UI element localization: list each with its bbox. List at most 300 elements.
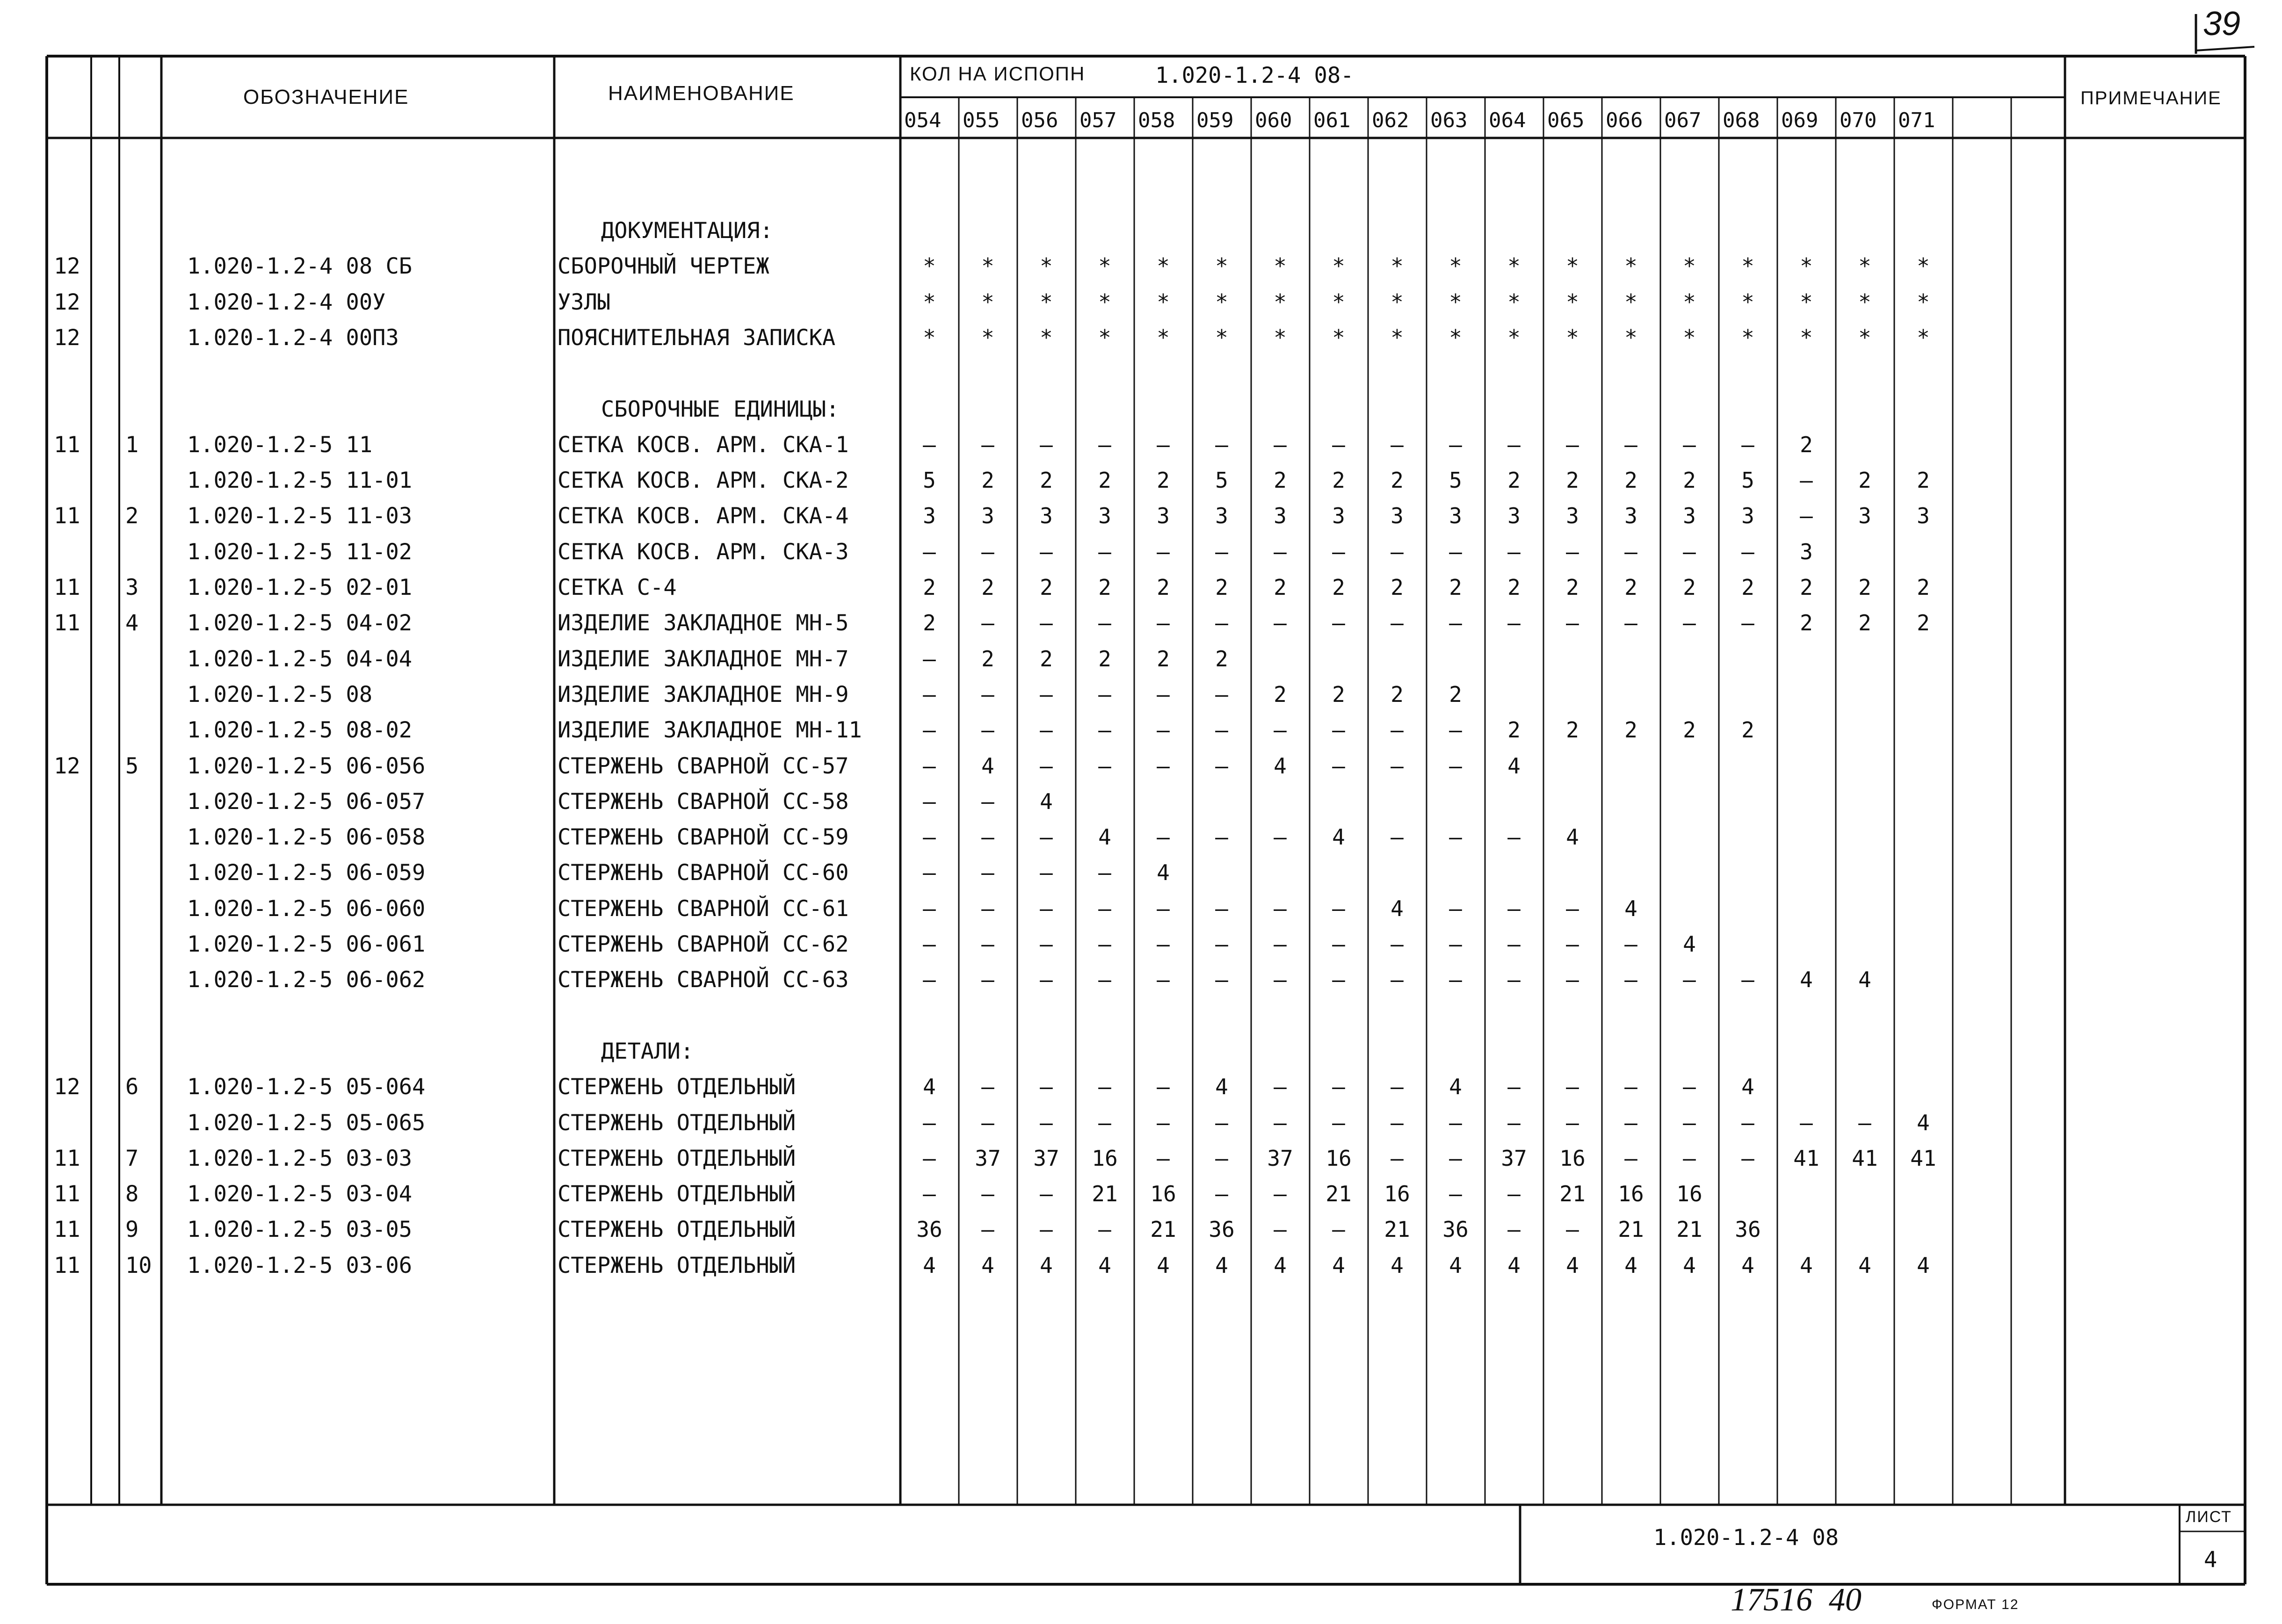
qty-cell: * — [1800, 325, 1813, 350]
qty-cell: – — [1449, 1146, 1462, 1171]
qty-cell: * — [1098, 253, 1111, 279]
qty-cell: – — [1157, 824, 1170, 850]
qty-cell: * — [923, 289, 936, 315]
qty-cell: * — [1215, 325, 1228, 350]
qty-cell: – — [923, 717, 936, 743]
variant-header: 071 — [1898, 108, 1935, 132]
header-qty-label: КОЛ НА ИСПОПН — [910, 63, 1086, 85]
qty-cell: – — [981, 789, 994, 814]
qty-cell: 3 — [1391, 503, 1404, 528]
row-name: СТЕРЖЕНЬ СВАРНОЙ СС-63 — [558, 967, 849, 993]
qty-cell: * — [1800, 289, 1813, 315]
qty-cell: – — [1157, 1110, 1170, 1135]
row-name: ИЗДЕЛИЕ ЗАКЛАДНОЕ МН-9 — [558, 682, 849, 707]
qty-cell: 4 — [1624, 1253, 1637, 1278]
qty-cell: – — [1683, 610, 1696, 635]
row-designation: 1.020-1.2-5 06-060 — [187, 896, 426, 922]
qty-cell: – — [1624, 967, 1637, 992]
qty-cell: – — [1391, 717, 1404, 743]
qty-cell: 41 — [1852, 1146, 1878, 1171]
qty-cell: 3 — [1332, 503, 1345, 528]
row-name: СТЕРЖЕНЬ СВАРНОЙ СС-61 — [558, 896, 849, 922]
qty-cell: 36 — [916, 1217, 942, 1242]
row-position: 2 — [125, 503, 139, 529]
qty-cell: – — [1507, 1217, 1521, 1242]
qty-cell: 2 — [1449, 575, 1462, 600]
qty-cell: 2 — [1566, 575, 1579, 600]
row-name: СЕТКА КОСВ. АРМ. СКА-1 — [558, 432, 849, 458]
qty-cell: – — [1098, 682, 1111, 707]
row-format: 12 — [54, 289, 80, 315]
row-format: 11 — [54, 575, 80, 600]
qty-cell: 4 — [1741, 1074, 1754, 1099]
qty-cell: – — [1215, 824, 1228, 850]
qty-cell: – — [1215, 1110, 1228, 1135]
qty-cell: – — [1507, 967, 1521, 992]
row-name: СТЕРЖЕНЬ ОТДЕЛЬНЫЙ — [558, 1253, 796, 1278]
qty-cell: – — [1157, 1074, 1170, 1099]
qty-cell: – — [1800, 468, 1813, 493]
qty-cell: * — [1624, 325, 1637, 350]
row-name: СТЕРЖЕНЬ ОТДЕЛЬНЫЙ — [558, 1181, 796, 1207]
qty-cell: – — [1157, 432, 1170, 457]
qty-cell: – — [1215, 1146, 1228, 1171]
qty-cell: 4 — [1507, 753, 1521, 779]
qty-cell: * — [923, 325, 936, 350]
qty-cell: – — [1040, 931, 1053, 957]
qty-cell: – — [1274, 610, 1287, 635]
qty-cell: * — [1917, 253, 1930, 279]
qty-cell: – — [1157, 931, 1170, 957]
handwritten-number: 17516 40 — [1731, 1582, 1862, 1618]
qty-cell: 5 — [1741, 468, 1754, 493]
qty-cell: – — [923, 967, 936, 992]
qty-cell: – — [1040, 753, 1053, 779]
qty-cell: 2 — [1507, 468, 1521, 493]
qty-cell: – — [1566, 1217, 1579, 1242]
qty-cell: – — [1157, 753, 1170, 779]
qty-cell: – — [1040, 1217, 1053, 1242]
qty-cell: – — [1624, 1110, 1637, 1135]
qty-cell: 4 — [1683, 931, 1696, 957]
qty-cell: – — [1215, 753, 1228, 779]
qty-cell: – — [1624, 432, 1637, 457]
qty-cell: 3 — [1741, 503, 1754, 528]
qty-cell: * — [1157, 253, 1170, 279]
qty-cell: * — [1274, 253, 1287, 279]
qty-cell: * — [1507, 289, 1521, 315]
qty-cell: – — [1215, 967, 1228, 992]
row-format: 12 — [54, 325, 80, 351]
qty-cell: 3 — [1507, 503, 1521, 528]
qty-cell: 2 — [1274, 468, 1287, 493]
qty-cell: – — [1040, 1074, 1053, 1099]
qty-cell: 3 — [1624, 503, 1637, 528]
qty-cell: * — [1040, 325, 1053, 350]
qty-cell: – — [1566, 896, 1579, 921]
qty-cell: – — [1507, 610, 1521, 635]
row-name: СТЕРЖЕНЬ СВАРНОЙ СС-57 — [558, 753, 849, 779]
qty-cell: – — [1741, 610, 1754, 635]
variant-header: 056 — [1021, 108, 1058, 132]
qty-cell: * — [1624, 253, 1637, 279]
qty-cell: * — [1157, 289, 1170, 315]
qty-cell: 2 — [1449, 682, 1462, 707]
section-heading: ДЕТАЛИ: — [601, 1039, 694, 1064]
qty-cell: – — [1274, 1181, 1287, 1206]
qty-cell: – — [1098, 1110, 1111, 1135]
variant-header: 067 — [1664, 108, 1702, 132]
qty-cell: 2 — [1800, 432, 1813, 457]
qty-cell: 2 — [1741, 717, 1754, 743]
qty-cell: 36 — [1442, 1217, 1469, 1242]
row-designation: 1.020-1.2-5 06-061 — [187, 931, 426, 957]
qty-cell: – — [1215, 717, 1228, 743]
qty-cell: – — [1040, 432, 1053, 457]
row-format: 12 — [54, 253, 80, 279]
qty-cell: – — [981, 539, 994, 564]
variant-header: 066 — [1606, 108, 1643, 132]
row-designation: 1.020-1.2-5 08-02 — [187, 717, 413, 743]
qty-cell: * — [1683, 253, 1696, 279]
qty-cell: – — [1683, 967, 1696, 992]
row-name: СТЕРЖЕНЬ СВАРНОЙ СС-60 — [558, 860, 849, 886]
qty-cell: 4 — [1157, 860, 1170, 885]
qty-cell: – — [1098, 610, 1111, 635]
qty-cell: 2 — [1215, 575, 1228, 600]
row-designation: 1.020-1.2-5 11-01 — [187, 468, 413, 493]
qty-cell: * — [1449, 253, 1462, 279]
row-position: 5 — [125, 753, 139, 779]
qty-cell: 41 — [1793, 1146, 1819, 1171]
row-position: 10 — [125, 1253, 152, 1278]
qty-cell: – — [1449, 753, 1462, 779]
qty-cell: 2 — [1507, 717, 1521, 743]
row-name: СТЕРЖЕНЬ ОТДЕЛЬНЫЙ — [558, 1217, 796, 1242]
row-position: 9 — [125, 1217, 139, 1242]
qty-cell: – — [1449, 896, 1462, 921]
row-designation: 1.020-1.2-5 06-056 — [187, 753, 426, 779]
row-name: ИЗДЕЛИЕ ЗАКЛАДНОЕ МН-7 — [558, 646, 849, 672]
qty-cell: 2 — [1157, 468, 1170, 493]
qty-cell: 2 — [1274, 575, 1287, 600]
row-name: СТЕРЖЕНЬ ОТДЕЛЬНЫЙ — [558, 1146, 796, 1171]
qty-cell: – — [1274, 539, 1287, 564]
qty-cell: 2 — [1040, 646, 1053, 671]
qty-cell: – — [1098, 432, 1111, 457]
qty-cell: – — [1098, 931, 1111, 957]
row-designation: 1.020-1.2-5 06-062 — [187, 967, 426, 993]
qty-cell: 3 — [1566, 503, 1579, 528]
qty-cell: * — [1566, 325, 1579, 350]
qty-cell: 3 — [981, 503, 994, 528]
qty-cell: 4 — [1741, 1253, 1754, 1278]
row-format: 12 — [54, 1074, 80, 1100]
row-format: 11 — [54, 432, 80, 458]
qty-cell: 4 — [923, 1074, 936, 1099]
qty-cell: – — [1215, 539, 1228, 564]
qty-cell: 5 — [1215, 468, 1228, 493]
qty-cell: – — [1449, 1110, 1462, 1135]
qty-cell: – — [1215, 682, 1228, 707]
qty-cell: 4 — [1391, 896, 1404, 921]
sheet-label: ЛИСТ — [2186, 1508, 2232, 1526]
variant-header: 069 — [1781, 108, 1818, 132]
qty-cell: – — [1683, 432, 1696, 457]
qty-cell: – — [1507, 1181, 1521, 1206]
qty-cell: – — [981, 1217, 994, 1242]
qty-cell: – — [1683, 539, 1696, 564]
qty-cell: * — [1507, 325, 1521, 350]
qty-cell: 2 — [1741, 575, 1754, 600]
qty-cell: – — [1391, 1074, 1404, 1099]
row-designation: 1.020-1.2-5 08 — [187, 682, 373, 707]
qty-cell: – — [1566, 967, 1579, 992]
qty-cell: * — [1098, 289, 1111, 315]
qty-cell: 16 — [1092, 1146, 1118, 1171]
qty-cell: 16 — [1559, 1146, 1586, 1171]
header-designation: ОБОЗНАЧЕНИЕ — [243, 86, 409, 108]
qty-cell: * — [1858, 325, 1871, 350]
qty-cell: – — [1098, 967, 1111, 992]
qty-cell: * — [1215, 289, 1228, 315]
header-doc-code: 1.020-1.2-4 08- — [1155, 63, 1354, 88]
qty-cell: – — [1215, 1181, 1228, 1206]
qty-cell: – — [1624, 610, 1637, 635]
qty-cell: * — [1157, 325, 1170, 350]
qty-cell: – — [1098, 1217, 1111, 1242]
qty-cell: – — [1157, 1146, 1170, 1171]
qty-cell: 4 — [1800, 1253, 1813, 1278]
row-format: 11 — [54, 1181, 80, 1207]
qty-cell: 2 — [1800, 610, 1813, 635]
qty-cell: 4 — [1332, 1253, 1345, 1278]
qty-cell: – — [1566, 432, 1579, 457]
qty-cell: – — [1098, 896, 1111, 921]
qty-cell: – — [1449, 717, 1462, 743]
qty-cell: 4 — [923, 1253, 936, 1278]
qty-cell: – — [1040, 896, 1053, 921]
qty-cell: 2 — [923, 610, 936, 635]
qty-cell: – — [1040, 1110, 1053, 1135]
qty-cell: 2 — [1332, 468, 1345, 493]
row-position: 3 — [125, 575, 139, 600]
qty-cell: 16 — [1384, 1181, 1410, 1206]
qty-cell: 4 — [1858, 1253, 1871, 1278]
qty-cell: 2 — [1507, 575, 1521, 600]
qty-cell: 2 — [981, 575, 994, 600]
qty-cell: – — [981, 824, 994, 850]
qty-cell: * — [1683, 325, 1696, 350]
qty-cell: * — [1449, 289, 1462, 315]
qty-cell: – — [1507, 1110, 1521, 1135]
variant-header: 057 — [1079, 108, 1117, 132]
qty-cell: 2 — [1917, 468, 1930, 493]
qty-cell: – — [1040, 860, 1053, 885]
qty-cell: * — [1449, 325, 1462, 350]
qty-cell: * — [1507, 253, 1521, 279]
variant-header: 054 — [904, 108, 942, 132]
qty-cell: – — [1391, 1110, 1404, 1135]
qty-cell: – — [1624, 539, 1637, 564]
qty-cell: 2 — [1274, 682, 1287, 707]
qty-cell: 2 — [1391, 575, 1404, 600]
qty-cell: 4 — [1274, 1253, 1287, 1278]
qty-cell: – — [923, 1181, 936, 1206]
qty-cell: 4 — [1332, 824, 1345, 850]
row-designation: 1.020-1.2-5 11 — [187, 432, 373, 458]
row-name: СЕТКА С-4 — [558, 575, 677, 600]
row-designation: 1.020-1.2-5 03-03 — [187, 1146, 413, 1171]
qty-cell: – — [1624, 931, 1637, 957]
qty-cell: 2 — [1391, 682, 1404, 707]
qty-cell: – — [981, 717, 994, 743]
qty-cell: 4 — [1566, 824, 1579, 850]
qty-cell: 4 — [1624, 896, 1637, 921]
variant-header: 061 — [1313, 108, 1351, 132]
qty-cell: * — [1858, 253, 1871, 279]
qty-cell: – — [1215, 432, 1228, 457]
qty-cell: 4 — [1215, 1253, 1228, 1278]
qty-cell: – — [1449, 967, 1462, 992]
row-designation: 1.020-1.2-5 05-064 — [187, 1074, 426, 1100]
qty-cell: – — [1098, 753, 1111, 779]
row-designation: 1.020-1.2-4 00ПЗ — [187, 325, 399, 351]
qty-cell: 2 — [1858, 468, 1871, 493]
qty-cell: * — [981, 325, 994, 350]
qty-cell: 4 — [1683, 1253, 1696, 1278]
qty-cell: 3 — [1917, 503, 1930, 528]
qty-cell: – — [1507, 931, 1521, 957]
row-name: УЗЛЫ — [558, 289, 611, 315]
qty-cell: – — [1449, 432, 1462, 457]
footer-doc-code: 1.020-1.2-4 08 — [1653, 1525, 1839, 1551]
qty-cell: 2 — [1917, 610, 1930, 635]
qty-cell: – — [1040, 717, 1053, 743]
qty-cell: * — [1858, 289, 1871, 315]
qty-cell: 2 — [1098, 646, 1111, 671]
qty-cell: 3 — [1157, 503, 1170, 528]
qty-cell: 2 — [1215, 646, 1228, 671]
qty-cell: * — [1040, 253, 1053, 279]
qty-cell: * — [1391, 325, 1404, 350]
qty-cell: – — [1449, 610, 1462, 635]
row-name: СЕТКА КОСВ. АРМ. СКА-2 — [558, 468, 849, 493]
qty-cell: – — [923, 646, 936, 671]
qty-cell: 2 — [1683, 468, 1696, 493]
qty-cell: 4 — [1507, 1253, 1521, 1278]
row-name: СТЕРЖЕНЬ СВАРНОЙ СС-59 — [558, 824, 849, 850]
qty-cell: 37 — [975, 1146, 1001, 1171]
qty-cell: 4 — [1449, 1253, 1462, 1278]
qty-cell: – — [1274, 967, 1287, 992]
qty-cell: – — [981, 432, 994, 457]
qty-cell: – — [1800, 503, 1813, 528]
qty-cell: – — [1741, 967, 1754, 992]
section-heading: СБОРОЧНЫЕ ЕДИНИЦЫ: — [601, 397, 840, 422]
qty-cell: – — [981, 1181, 994, 1206]
qty-cell: 2 — [1391, 468, 1404, 493]
qty-cell: 3 — [1274, 503, 1287, 528]
qty-cell: 2 — [923, 575, 936, 600]
qty-cell: * — [1741, 325, 1754, 350]
qty-cell: 2 — [1624, 575, 1637, 600]
qty-cell: 3 — [1800, 539, 1813, 564]
qty-cell: 16 — [1618, 1181, 1644, 1206]
qty-cell: – — [923, 1110, 936, 1135]
qty-cell: – — [1449, 1181, 1462, 1206]
qty-cell: 4 — [1098, 1253, 1111, 1278]
qty-cell: – — [981, 1074, 994, 1099]
qty-cell: 16 — [1150, 1181, 1176, 1206]
qty-cell: – — [1274, 931, 1287, 957]
qty-cell: – — [1274, 1074, 1287, 1099]
qty-cell: 2 — [1040, 575, 1053, 600]
qty-cell: – — [1391, 432, 1404, 457]
qty-cell: 2 — [1800, 575, 1813, 600]
qty-cell: 21 — [1092, 1181, 1118, 1206]
qty-cell: 2 — [1332, 575, 1345, 600]
qty-cell: – — [1157, 610, 1170, 635]
qty-cell: 3 — [1040, 503, 1053, 528]
qty-cell: – — [1040, 539, 1053, 564]
qty-cell: 4 — [1215, 1074, 1228, 1099]
row-designation: 1.020-1.2-5 05-065 — [187, 1110, 426, 1136]
qty-cell: – — [1098, 717, 1111, 743]
qty-cell: – — [1741, 432, 1754, 457]
qty-cell: * — [1741, 289, 1754, 315]
row-name: ИЗДЕЛИЕ ЗАКЛАДНОЕ МН-11 — [558, 717, 862, 743]
row-format: 11 — [54, 1146, 80, 1171]
qty-cell: – — [1507, 539, 1521, 564]
qty-cell: 16 — [1326, 1146, 1352, 1171]
qty-cell: 5 — [1449, 468, 1462, 493]
qty-cell: – — [1274, 1110, 1287, 1135]
variant-header: 059 — [1196, 108, 1234, 132]
row-designation: 1.020-1.2-5 03-05 — [187, 1217, 413, 1242]
qty-cell: – — [1215, 610, 1228, 635]
qty-cell: * — [1624, 289, 1637, 315]
qty-cell: * — [1683, 289, 1696, 315]
qty-cell: 4 — [1917, 1253, 1930, 1278]
qty-cell: 4 — [1098, 824, 1111, 850]
qty-cell: – — [923, 896, 936, 921]
qty-cell: – — [1507, 824, 1521, 850]
qty-cell: – — [1332, 967, 1345, 992]
qty-cell: 2 — [1098, 575, 1111, 600]
row-format: 11 — [54, 610, 80, 636]
qty-cell: 21 — [1676, 1217, 1702, 1242]
qty-cell: – — [981, 931, 994, 957]
qty-cell: 2 — [1858, 610, 1871, 635]
qty-cell: – — [923, 789, 936, 814]
row-name: СТЕРЖЕНЬ СВАРНОЙ СС-62 — [558, 931, 849, 957]
row-format: 12 — [54, 753, 80, 779]
qty-cell: – — [1332, 539, 1345, 564]
qty-cell: – — [1391, 753, 1404, 779]
row-designation: 1.020-1.2-5 06-059 — [187, 860, 426, 886]
qty-cell: * — [1215, 253, 1228, 279]
row-position: 8 — [125, 1181, 139, 1207]
qty-cell: – — [1683, 1146, 1696, 1171]
format-label: ФОРМАТ 12 — [1932, 1597, 2019, 1612]
qty-cell: – — [1741, 1110, 1754, 1135]
qty-cell: 2 — [1683, 575, 1696, 600]
qty-cell: 2 — [1157, 575, 1170, 600]
qty-cell: – — [1858, 1110, 1871, 1135]
qty-cell: * — [1800, 253, 1813, 279]
variant-header: 064 — [1489, 108, 1526, 132]
